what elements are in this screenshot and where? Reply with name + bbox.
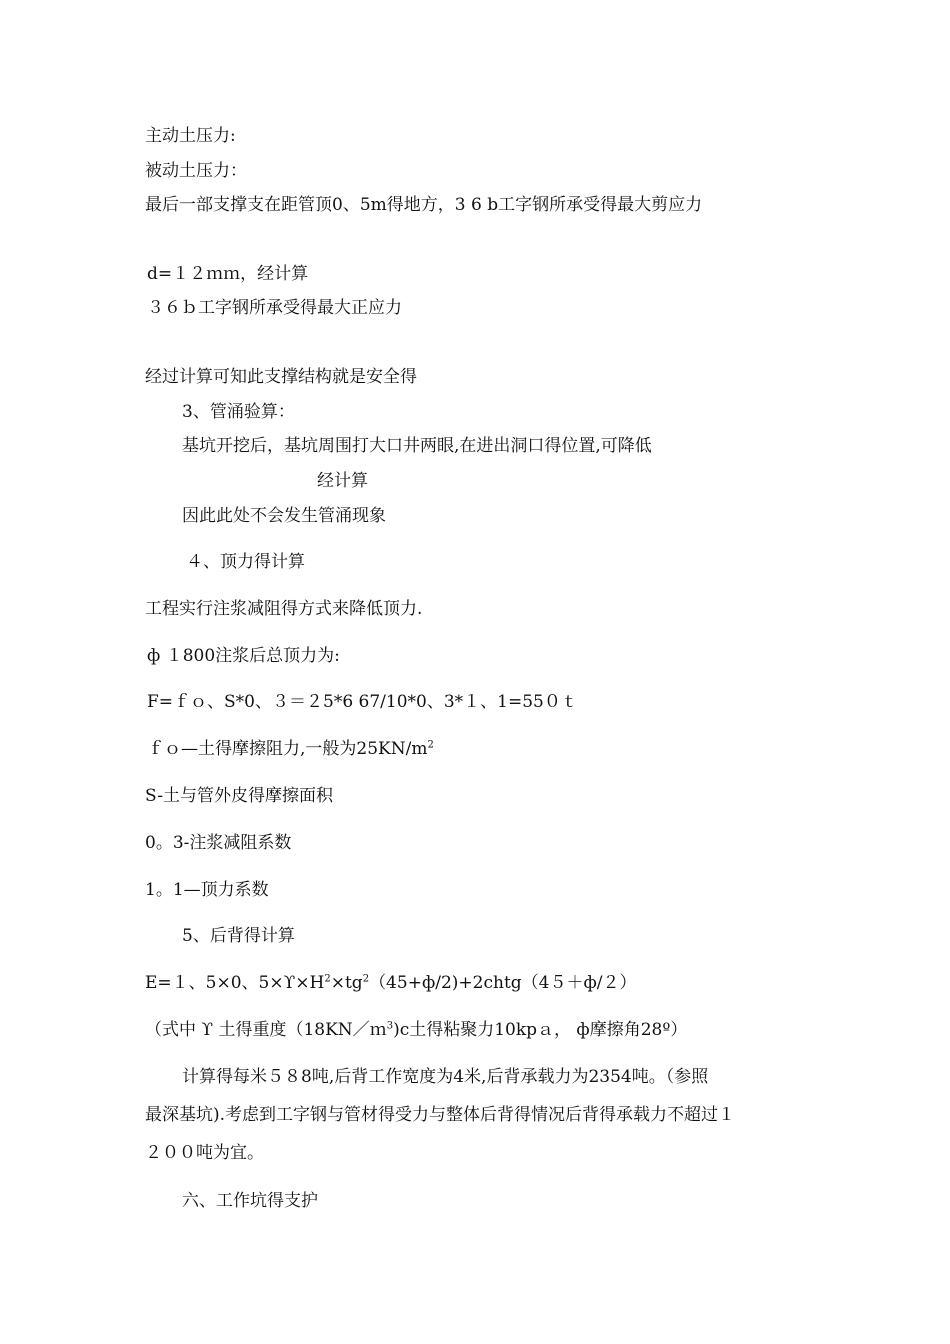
formula-backwall-resistance <box>145 972 637 994</box>
superscript: 2 <box>362 973 370 985</box>
formula-part-3: （45+ф/2)+2chtg（4５＋ф/２） <box>369 973 637 993</box>
text-line-backwall-result-3: ２００吨为宜。 <box>145 1143 264 1163</box>
text-line-backwall-result-1: 计算得每米５８8吨,后背工作宽度为4米,后背承载力为2354吨。（参照 <box>182 1067 709 1087</box>
section-heading-jacking-force: ４、顶力得计算 <box>186 552 305 572</box>
parameters-part-1: （式中 ϒ 土得重度（18KN／ｍ <box>145 1020 387 1040</box>
text-line-total-jacking-force: ф １800注浆后总顶力为: <box>147 646 340 666</box>
section-heading-pit-support: 六、工作坑得支护 <box>182 1191 318 1211</box>
text-line-friction-resistance <box>147 738 434 760</box>
text-line-backwall-result-2: 最深基坑).考虑到工字钢与管材得受力与整体后背得情况后背得承载力不超过１ <box>145 1105 736 1125</box>
formula-part-2: ×tg <box>330 973 363 993</box>
text-line-max-normal-stress: ３６ｂ工字钢所承受得最大正应力 <box>147 298 402 318</box>
superscript: 2 <box>324 973 331 985</box>
section-heading-piping-check: 3、管涌验算： <box>182 402 295 422</box>
text-line-d-calculation: d=１２ｍｍ，经计算 <box>147 264 309 284</box>
section-heading-backwall-calculation: 5、后背得计算 <box>182 926 295 946</box>
formula-part-1: E=１、5×0、5×ϒ×H <box>145 973 325 993</box>
text-line-passive-earth-pressure: 被动土压力： <box>145 161 247 181</box>
formula-jacking-force: F=ｆｏ、S*0、３＝２5*6 67/10*0、3*１、1=55０ｔ <box>147 692 578 712</box>
text-line-active-earth-pressure: 主动土压力: <box>145 126 236 146</box>
text-line-grouting-method: 工程实行注浆减阻得方式来降低顶力. <box>145 599 423 619</box>
text-line-formula-parameters <box>145 1019 687 1041</box>
text-line-no-piping: 因此此处不会发生管涌现象 <box>182 506 386 526</box>
friction-resistance-text: ｆｏ—土得摩擦阻力,一般为25KN/m <box>147 739 428 759</box>
text-line-structure-safe: 经过计算可知此支撑结构就是安全得 <box>145 367 417 387</box>
text-line-max-shear-stress: 最后一部支撑支在距管顶0、5m得地方，3 6 b工字钢所承受得最大剪应力 <box>145 195 703 215</box>
parameters-part-2: )c土得粘聚力10kpａ， ф摩擦角28º） <box>393 1020 688 1040</box>
text-line-friction-area: S-土与管外皮得摩擦面积 <box>145 786 334 806</box>
text-line-excavation-wells: 基坑开挖后，基坑周围打大口井两眼,在进出洞口得位置,可降低 <box>182 436 652 456</box>
text-line-calculation: 经计算 <box>317 471 368 491</box>
text-line-jacking-coefficient: 1。1—顶力系数 <box>145 880 269 900</box>
text-line-drag-reduction-coefficient: 0。3-注浆减阻系数 <box>145 833 292 853</box>
superscript: 3 <box>386 1020 394 1032</box>
superscript: 2 <box>427 739 434 751</box>
